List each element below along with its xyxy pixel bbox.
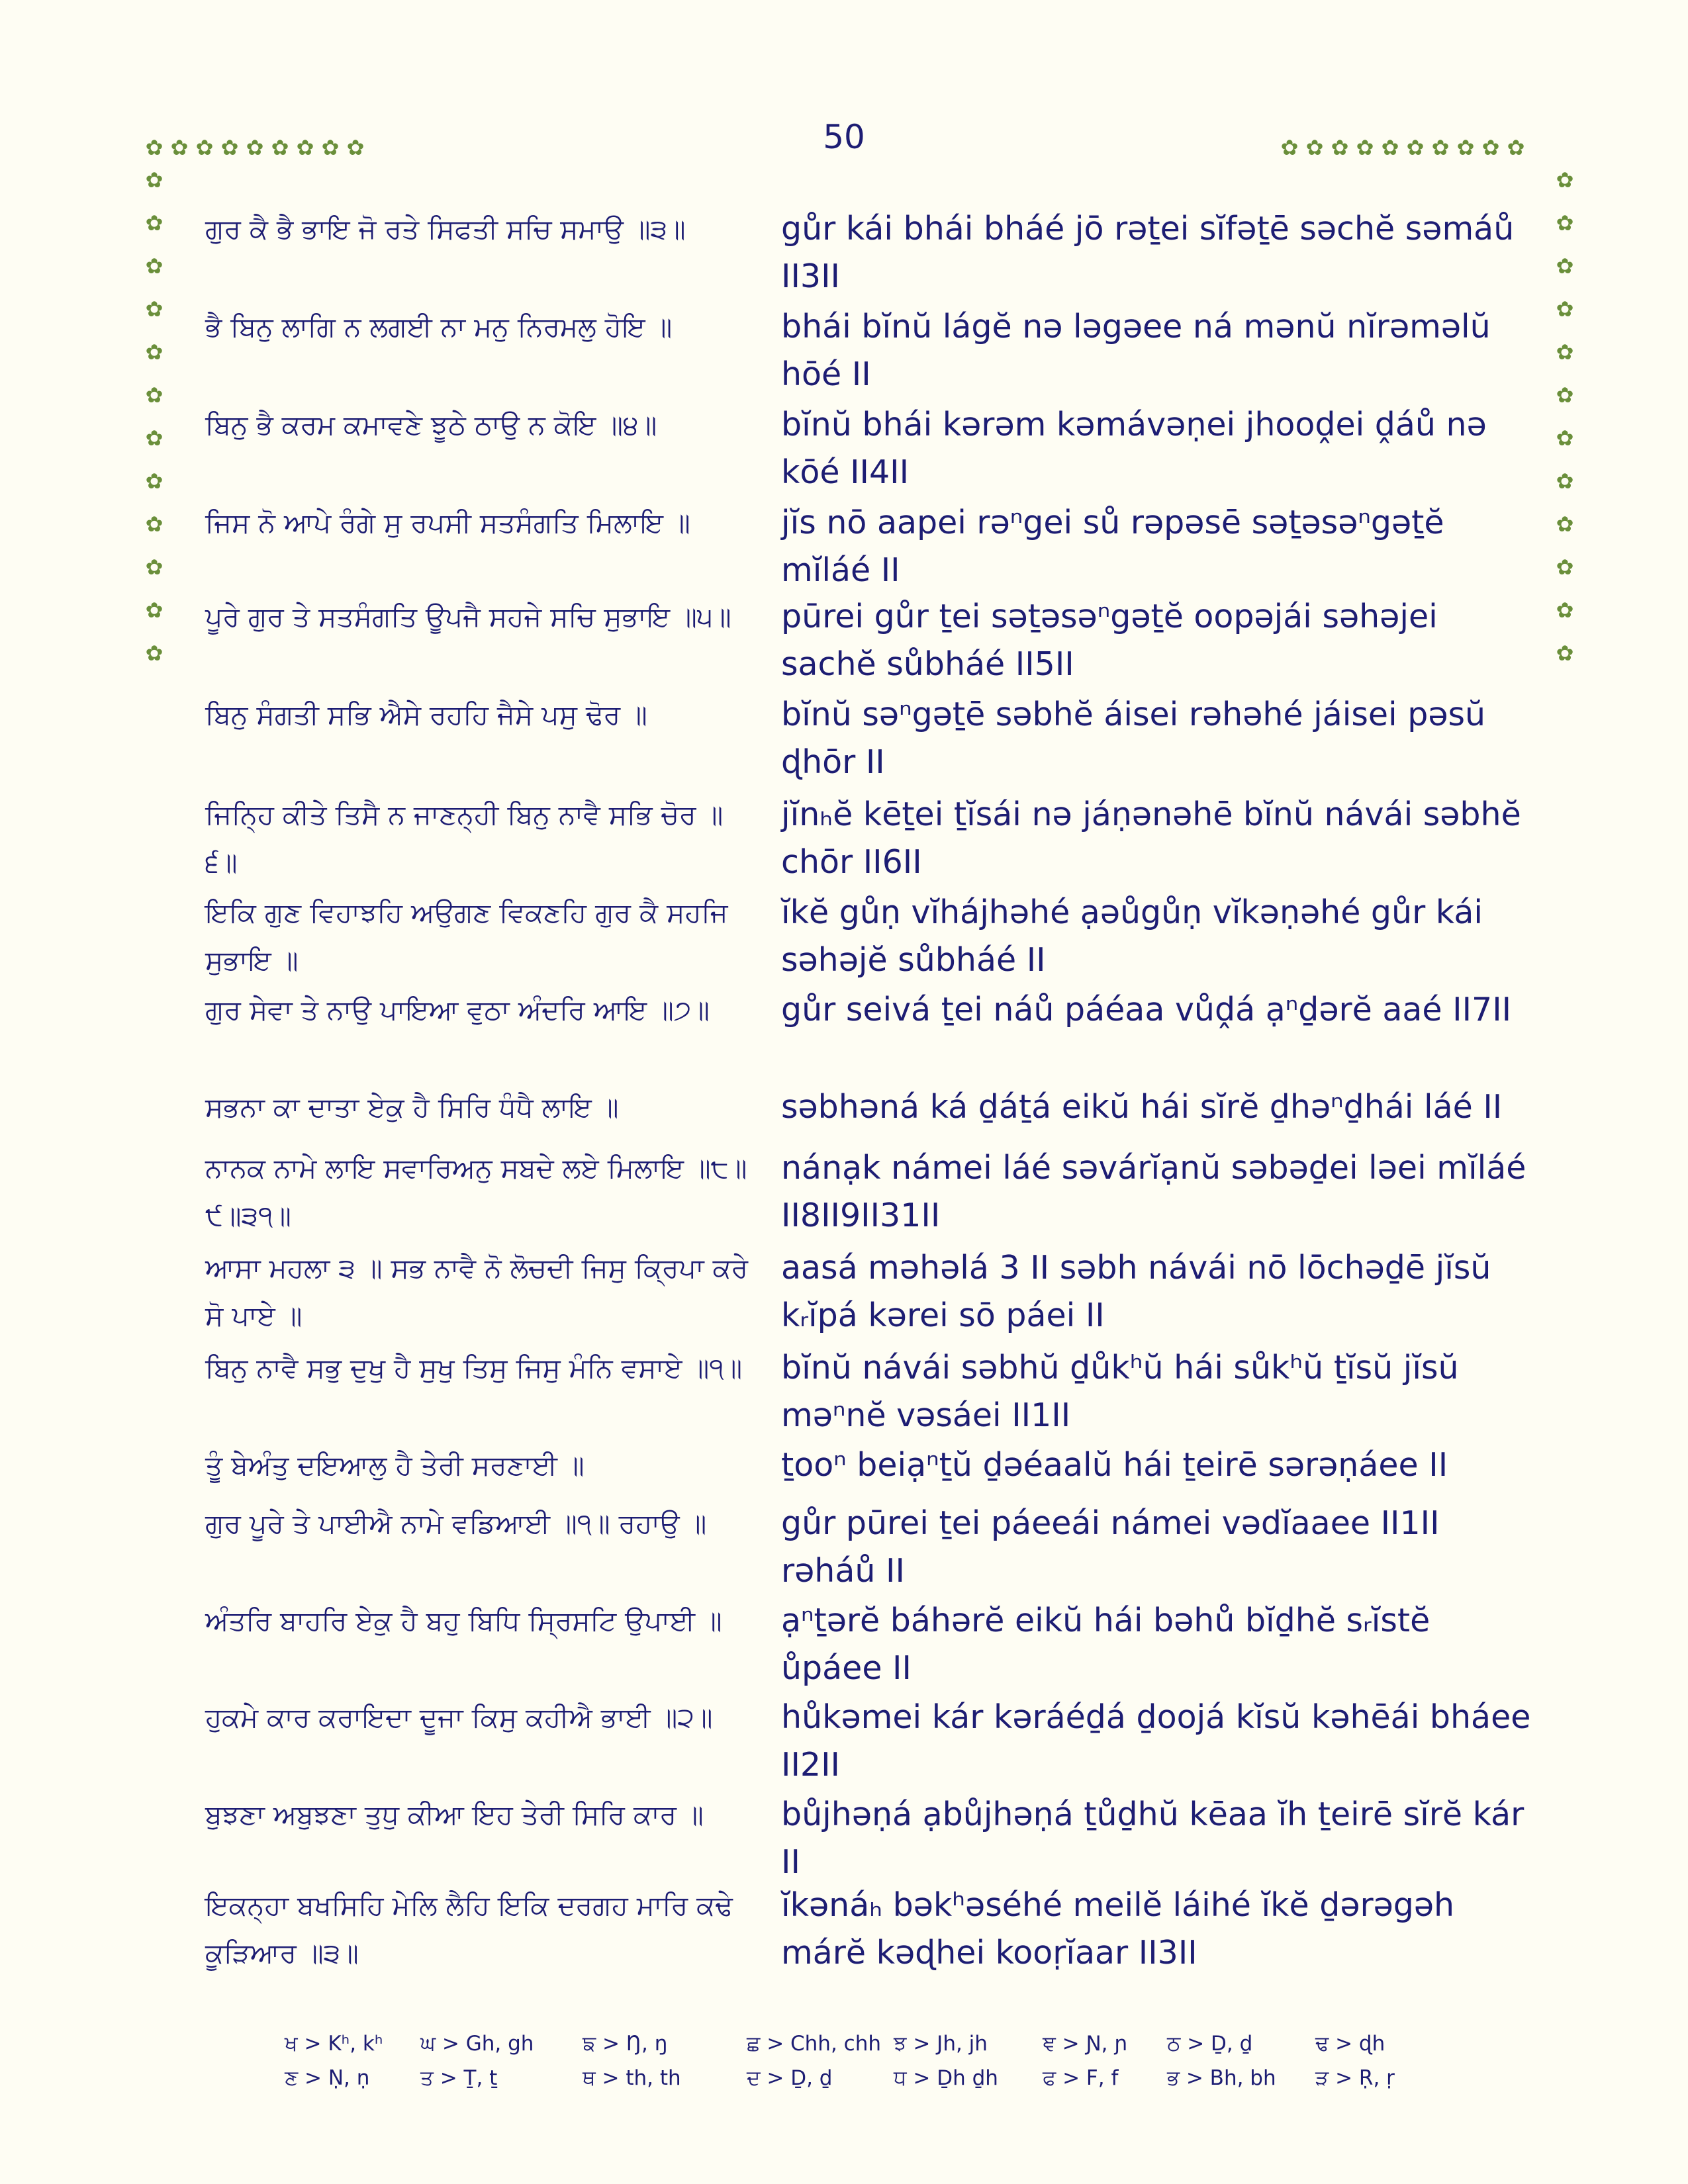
flower-ornament-icon — [1554, 557, 1575, 578]
legend-item: ਢ > ɖh — [1315, 2032, 1385, 2056]
transliteration-text: gůr pūrei ṯei páeeái námei vədĭaaee II1II rəháů II — [781, 1504, 1440, 1590]
transliteration-text: jĭs nō aapei rəⁿgei sů rəpəsē səṯəsəⁿgəṯĕ mĭláé II — [781, 504, 1444, 589]
flower-ornament-icon — [1554, 212, 1575, 234]
flower-ornament-icon — [1329, 137, 1350, 158]
flower-ornament-icon — [1554, 643, 1575, 664]
flower-ornament-icon — [144, 255, 165, 277]
gurmukhi-text: ਇਕਨ੍ਹਾ ਬਖਸਿਹਿ ਮੇਲਿ ਲੈਹਿ ਇਕਿ ਦਰਗਹ ਮਾਰਿ ਕਢੇ ਕੂੜਿਆਰ ॥੩॥ — [205, 1889, 733, 1969]
gurmukhi-text: ਬਿਨੁ ਭੈ ਕਰਮ ਕਮਾਵਣੇ ਝੂਠੇ ਠਾਉ ਨ ਕੋਇ ॥੪॥ — [205, 409, 657, 441]
legend-item: ੜ > Ṛ, ṛ — [1315, 2066, 1395, 2090]
transliteration-text: jĭnₕĕ kēṯei ṯĭsái nə jáṇənəhē bĭnŭ návái səbhĕ chōr II6II — [781, 796, 1521, 881]
gurmukhi-text: ਆਸਾ ਮਹਲਾ ੩ ॥ ਸਭ ਨਾਵੈ ਨੋ ਲੋਚਦੀ ਜਿਸੁ ਕ੍ਰਿਪਾ ਕਰੇ ਸੋ ਪਾਏ ॥ — [205, 1252, 749, 1332]
gurmukhi-text: ਅੰਤਰਿ ਬਾਹਰਿ ਏਕੁ ਹੈ ਬਹੁ ਬਿਧਿ ਸ੍ਰਿਸਟਿ ਉਪਾਈ ॥ — [205, 1605, 722, 1637]
flower-ornament-icon — [144, 514, 165, 535]
legend-item: ਛ > Chh, chh — [747, 2032, 882, 2056]
gurmukhi-text: ਗੁਰ ਸੇਵਾ ਤੇ ਨਾਉ ਪਾਇਆ ਵੁਠਾ ਅੰਦਰਿ ਆਇ ॥੭॥ — [205, 994, 710, 1026]
transliteration-text: ĭkənáₕ bəkʰəséhé meilĕ láihé ĭkĕ ḏərəgəh márĕ kəɖhei kooṛĭaar II3II — [781, 1886, 1455, 1972]
gurmukhi-text: ਜਿਨ੍ਹਿ ਕੀਤੇ ਤਿਸੈ ਨ ਜਾਣਨ੍ਹੀ ਬਿਨੁ ਨਾਵੈ ਸਭਿ ਚੋਰ ॥੬॥ — [205, 799, 724, 878]
flower-ornament-icon — [1405, 137, 1426, 158]
gurmukhi-text: ਪੂਰੇ ਗੁਰ ਤੇ ਸਤਸੰਗਤਿ ਊਪਜੈ ਸਹਜੇ ਸਚਿ ਸੁਭਾਇ ॥੫॥ — [205, 601, 731, 633]
legend-item: ਫ > F, f — [1043, 2066, 1119, 2090]
flower-ornament-icon — [1279, 137, 1300, 158]
gurmukhi-text: ਬਿਨੁ ਨਾਵੈ ਸਭੁ ਦੁਖੁ ਹੈ ਸੁਖੁ ਤਿਸੁ ਜਿਸੁ ਮੰਨਿ ਵਸਾਏ ॥੧॥ — [205, 1352, 743, 1384]
flower-ornament-icon — [295, 137, 316, 158]
legend-item: ਭ > Bh, bh — [1167, 2066, 1276, 2090]
flower-ornament-icon — [1554, 255, 1575, 277]
transliteration-text: gůr kái bhái bháé jō rəṯei sĭfəṯē səchĕ səmáů II3II — [781, 210, 1515, 295]
transliteration-text: ạⁿṯərĕ báhərĕ eikŭ hái bəhů bĭḏhĕ sᵣĭstĕ ůpáee II — [781, 1602, 1430, 1687]
transliteration-legend — [0, 2026, 1688, 2099]
flower-ornament-icon — [1554, 341, 1575, 363]
flower-ornament-icon — [144, 557, 165, 578]
flower-ornament-icon — [194, 137, 215, 158]
legend-item: ਧ > Ḏh ḏh — [894, 2066, 998, 2090]
flower-ornament-icon — [1554, 514, 1575, 535]
flower-ornament-icon — [1554, 600, 1575, 621]
flower-ornament-icon — [144, 471, 165, 492]
flower-ornament-icon — [269, 137, 291, 158]
gurmukhi-text: ਬਿਨੁ ਸੰਗਤੀ ਸਭਿ ਐਸੇ ਰਹਹਿ ਜੈਸੇ ਪਸੁ ਢੋਰ ॥ — [205, 699, 647, 731]
page-number: 50 — [823, 118, 865, 156]
legend-item: ਥ > th, th — [583, 2066, 681, 2090]
flower-ornament-icon — [1554, 471, 1575, 492]
transliteration-text: ĭkĕ gůṇ vĭhájhəhé ạəůgůṇ vĭkəṇəhé gůr kái səhəjĕ sůbháé II — [781, 893, 1483, 979]
flower-ornament-icon — [345, 137, 366, 158]
flower-ornament-icon — [144, 428, 165, 449]
flower-ornament-icon — [244, 137, 265, 158]
flower-ornament-icon — [1304, 137, 1325, 158]
flower-ornament-icon — [144, 643, 165, 664]
transliteration-text: gůr seivá ṯei náů páéaa vůḓá ạⁿḏərĕ aaé II7II — [781, 991, 1512, 1028]
transliteration-text: bĭnŭ səⁿgəṯē səbhĕ áisei rəhəhé jáisei pəsŭ ɖhōr II — [781, 696, 1486, 781]
flower-ornament-icon — [1554, 428, 1575, 449]
transliteration-text: bhái bĭnŭ lágĕ nə ləgəee ná mənŭ nĭrəməlŭ hōé II — [781, 308, 1491, 393]
flower-ornament-icon — [144, 169, 165, 191]
gurmukhi-text: ਜਿਸ ਨੋ ਆਪੇ ਰੰਗੇ ਸੁ ਰਪਸੀ ਸਤਸੰਗਤਿ ਮਿਲਾਇ ॥ — [205, 507, 690, 539]
gurmukhi-text: ਭੈ ਬਿਨੁ ਲਾਗਿ ਨ ਲਗਈ ਨਾ ਮਨੁ ਨਿਰਮਲੁ ਹੋਇ ॥ — [205, 311, 673, 343]
flower-ornament-icon — [144, 137, 165, 158]
legend-item: ਖ > Kʰ, kʰ — [285, 2032, 383, 2056]
flower-ornament-icon — [1505, 137, 1526, 158]
legend-item: ਝ > Jh, jh — [894, 2032, 988, 2056]
transliteration-text: aasá məhəlá 3 II səbh návái nō lōchəḏē jĭsŭ kᵣĭpá kərei sō páei II — [781, 1249, 1491, 1334]
transliteration-text: nánạk námei láé səvárĭạnŭ səbəḏei ləei mĭláé II8II9II31II — [781, 1149, 1526, 1234]
gurmukhi-text: ਤੂੰ ਬੇਅੰਤੁ ਦਇਆਲੁ ਹੈ ਤੇਰੀ ਸਰਣਾਈ ॥ — [205, 1449, 585, 1481]
flower-ornament-icon — [1455, 137, 1476, 158]
transliteration-text: səbhəná ká ḏáṯá eikŭ hái sĭrĕ ḏhəⁿḏhái láé II — [781, 1088, 1503, 1126]
flower-ornament-icon — [144, 212, 165, 234]
gurmukhi-text: ਬੁਝਣਾ ਅਬੁਝਣਾ ਤੁਧੁ ਕੀਆ ਇਹ ਤੇਰੀ ਸਿਰਿ ਕਾਰ ॥ — [205, 1799, 704, 1831]
legend-item: ਙ > Ŋ, ŋ — [583, 2032, 668, 2056]
legend-item: ਠ > Ḏ, ḏ — [1167, 2032, 1253, 2056]
transliteration-text: bĭnŭ bhái kərəm kəmávəṇei jhooḓei ḓáů nə kōé II4II — [781, 406, 1487, 491]
gurmukhi-text: ਇਕਿ ਗੁਣ ਵਿਹਾਝਹਿ ਅਉਗਣ ਵਿਕਣਹਿ ਗੁਰ ਕੈ ਸਹਜਿ ਸੁਭਾਇ ॥ — [205, 897, 728, 976]
gurmukhi-text: ਹੁਕਮੇ ਕਾਰ ਕਰਾਇਦਾ ਦੂਜਾ ਕਿਸੁ ਕਹੀਐ ਭਾਈ ॥੨॥ — [205, 1702, 713, 1733]
gurmukhi-text: ਗੁਰ ਪੂਰੇ ਤੇ ਪਾਈਐ ਨਾਮੇ ਵਡਿਆਈ ॥੧॥ ਰਹਾਉ ॥ — [205, 1508, 707, 1539]
flower-ornament-icon — [144, 385, 165, 406]
transliteration-text: bůjhəṇá ạbůjhəṇá ṯůḏhŭ kēaa ĭh ṯeirē sĭrĕ kár II — [781, 1796, 1524, 1881]
legend-item: ਞ > Ɲ, ɲ — [1043, 2032, 1128, 2056]
legend-item: ਘ > Gh, gh — [420, 2032, 534, 2056]
transliteration-text: hůkəmei kár kəráéḏá ḏoojá kĭsŭ kəhēái bháee II2II — [781, 1698, 1531, 1784]
gurmukhi-text: ਸਭਨਾ ਕਾ ਦਾਤਾ ਏਕੁ ਹੈ ਸਿਰਿ ਧੰਧੈ ਲਾਇ ॥ — [205, 1091, 619, 1123]
legend-item: ਤ > Ṯ, ṯ — [420, 2066, 498, 2090]
transliteration-text: pūrei gůr ṯei səṯəsəⁿgəṯĕ oopəjái səhəjei sachĕ sůbháé II5II — [781, 598, 1438, 683]
flower-ornament-icon — [169, 137, 190, 158]
gurmukhi-text: ਨਾਨਕ ਨਾਮੇ ਲਾਇ ਸਵਾਰਿਅਨੁ ਸਬਦੇ ਲਏ ਮਿਲਾਇ ॥੮॥੯॥੩੧॥ — [205, 1152, 747, 1232]
flower-ornament-icon — [144, 600, 165, 621]
flower-ornament-icon — [1354, 137, 1376, 158]
legend-item: ਦ > Ḏ, ḏ — [747, 2066, 833, 2090]
flower-ornament-icon — [1554, 298, 1575, 320]
legend-item: ਣ > Ṇ, ṇ — [285, 2066, 370, 2090]
flower-ornament-icon — [1480, 137, 1501, 158]
flower-ornament-icon — [1554, 169, 1575, 191]
gurmukhi-text: ਗੁਰ ਕੈ ਭੈ ਭਾਇ ਜੋ ਰਤੇ ਸਿਫਤੀ ਸਚਿ ਸਮਾਉ ॥੩॥ — [205, 213, 686, 245]
flower-ornament-icon — [1380, 137, 1401, 158]
flower-ornament-icon — [144, 298, 165, 320]
transliteration-text: ṯooⁿ beiạⁿṯŭ ḏəéaalŭ hái ṯeirē sərəṇáee II — [781, 1446, 1448, 1484]
flower-ornament-icon — [144, 341, 165, 363]
transliteration-text: bĭnŭ návái səbhŭ ḏůkʰŭ hái sůkʰŭ ṯĭsŭ jĭsŭ məⁿnĕ vəsáei II1II — [781, 1349, 1459, 1434]
flower-ornament-icon — [219, 137, 240, 158]
flower-ornament-icon — [1554, 385, 1575, 406]
flower-ornament-icon — [1430, 137, 1451, 158]
flower-ornament-icon — [320, 137, 341, 158]
